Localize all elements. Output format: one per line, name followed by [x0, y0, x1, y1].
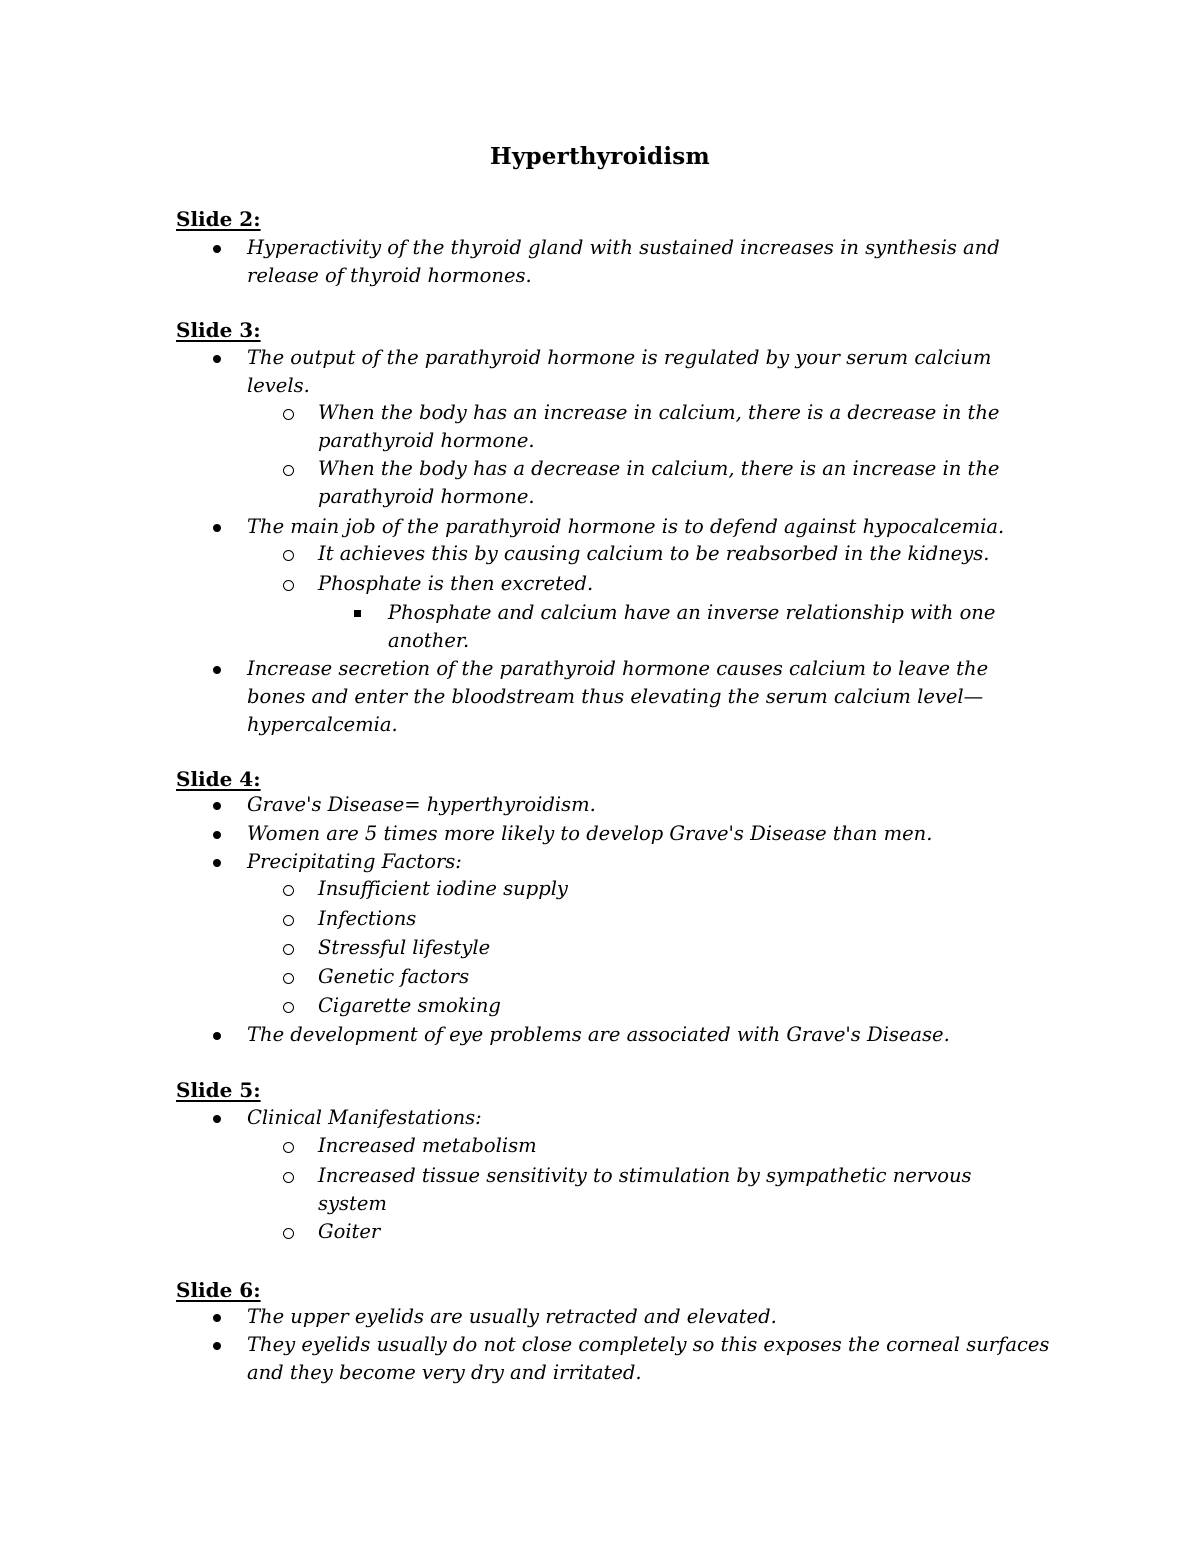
list-item-text	[318, 905, 416, 933]
list-item-text	[318, 540, 989, 568]
text-line: and they become very dry and irritated.	[247, 1361, 642, 1384]
list-item-text	[247, 234, 1000, 290]
list-item-text	[388, 599, 995, 655]
document-title: Hyperthyroidism	[490, 143, 710, 170]
bullet-disc-icon	[213, 234, 221, 262]
list-item-text	[247, 1021, 950, 1049]
bullet-circle-icon	[283, 399, 294, 429]
bullet-square-icon	[354, 599, 361, 627]
list-item-text	[247, 1104, 482, 1132]
bullet-circle-icon	[283, 963, 294, 993]
text-line: levels.	[247, 374, 310, 397]
text-line: When the body has a decrease in calcium, there is an increase in the	[318, 457, 1000, 480]
list-item-text	[318, 399, 999, 455]
text-line: system	[318, 1192, 387, 1215]
text-line: When the body has an increase in calcium, there is a decrease in the	[318, 401, 1000, 424]
list-item-text	[247, 513, 1004, 541]
list-item-text	[318, 963, 469, 991]
text-line: parathyroid hormone.	[318, 429, 535, 452]
list-item-text	[318, 875, 568, 903]
text-line: Women are 5 times more likely to develop Grave's Disease than men.	[247, 822, 933, 845]
text-line: Goiter	[318, 1220, 381, 1243]
list-item-text	[247, 820, 932, 848]
bullet-disc-icon	[213, 1021, 221, 1049]
text-line: Infections	[318, 907, 417, 930]
text-line: parathyroid hormone.	[318, 485, 535, 508]
list-item-text	[318, 455, 999, 511]
bullet-disc-icon	[213, 1331, 221, 1359]
bullet-circle-icon	[283, 455, 294, 485]
bullet-disc-icon	[213, 791, 221, 819]
text-line: It achieves this by causing calcium to be reabsorbed in the kidneys.	[318, 542, 990, 565]
text-line: Increased metabolism	[318, 1134, 537, 1157]
bullet-circle-icon	[283, 1132, 294, 1162]
text-line: another.	[388, 629, 470, 652]
text-line: Genetic factors	[318, 965, 470, 988]
list-item-text	[247, 1303, 777, 1331]
bullet-circle-icon	[283, 934, 294, 964]
section-heading: Slide 2:	[176, 207, 261, 231]
bullet-circle-icon	[283, 992, 294, 1022]
section-heading: Slide 5:	[176, 1078, 261, 1102]
bullet-disc-icon	[213, 820, 221, 848]
list-item-text	[247, 848, 462, 876]
bullet-circle-icon	[283, 875, 294, 905]
bullet-disc-icon	[213, 1303, 221, 1331]
list-item-text	[318, 1218, 380, 1246]
text-line: Precipitating Factors:	[247, 850, 462, 873]
list-item-text	[318, 1132, 537, 1160]
list-item-text	[247, 655, 988, 739]
text-line: The output of the parathyroid hormone is regulated by your serum calcium	[247, 346, 992, 369]
text-line: Increased tissue sensitivity to stimulation by sympathetic nervous	[318, 1164, 972, 1187]
text-line: Hyperactivity of the thyroid gland with sustained increases in synthesis and	[247, 236, 1000, 259]
bullet-disc-icon	[213, 1104, 221, 1132]
text-line: bones and enter the bloodstream thus elevating the serum calcium level—	[247, 685, 984, 708]
section-heading: Slide 3:	[176, 318, 261, 342]
bullet-disc-icon	[213, 655, 221, 683]
bullet-disc-icon	[213, 344, 221, 372]
text-line: release of thyroid hormones.	[247, 264, 532, 287]
bullet-circle-icon	[283, 540, 294, 570]
text-line: Grave's Disease= hyperthyroidism.	[247, 793, 596, 816]
text-line: They eyelids usually do not close completely so this exposes the corneal surfaces	[247, 1333, 1050, 1356]
text-line: Phosphate and calcium have an inverse relationship with one	[388, 601, 996, 624]
bullet-disc-icon	[213, 513, 221, 541]
list-item-text	[247, 1331, 1049, 1387]
list-item-text	[318, 992, 501, 1020]
bullet-disc-icon	[213, 848, 221, 876]
bullet-circle-icon	[283, 570, 294, 600]
bullet-circle-icon	[283, 905, 294, 935]
text-line: The main job of the parathyroid hormone is to defend against hypocalcemia.	[247, 515, 1005, 538]
section-heading: Slide 4:	[176, 767, 261, 791]
text-line: Cigarette smoking	[318, 994, 501, 1017]
text-line: The development of eye problems are associated with Grave's Disease.	[247, 1023, 950, 1046]
list-item-text	[318, 1162, 972, 1218]
text-line: Stressful lifestyle	[318, 936, 491, 959]
list-item-text	[318, 934, 490, 962]
text-line: The upper eyelids are usually retracted and elevated.	[247, 1305, 777, 1328]
text-line: Clinical Manifestations:	[247, 1106, 482, 1129]
section-heading: Slide 6:	[176, 1278, 261, 1302]
bullet-circle-icon	[283, 1218, 294, 1248]
text-line: Phosphate is then excreted.	[318, 572, 594, 595]
list-item-text	[247, 344, 991, 400]
text-line: Increase secretion of the parathyroid hormone causes calcium to leave the	[247, 657, 989, 680]
list-item-text	[318, 570, 593, 598]
text-line: Insufficient iodine supply	[318, 877, 568, 900]
text-line: hypercalcemia.	[247, 713, 398, 736]
list-item-text	[247, 791, 596, 819]
bullet-circle-icon	[283, 1162, 294, 1192]
